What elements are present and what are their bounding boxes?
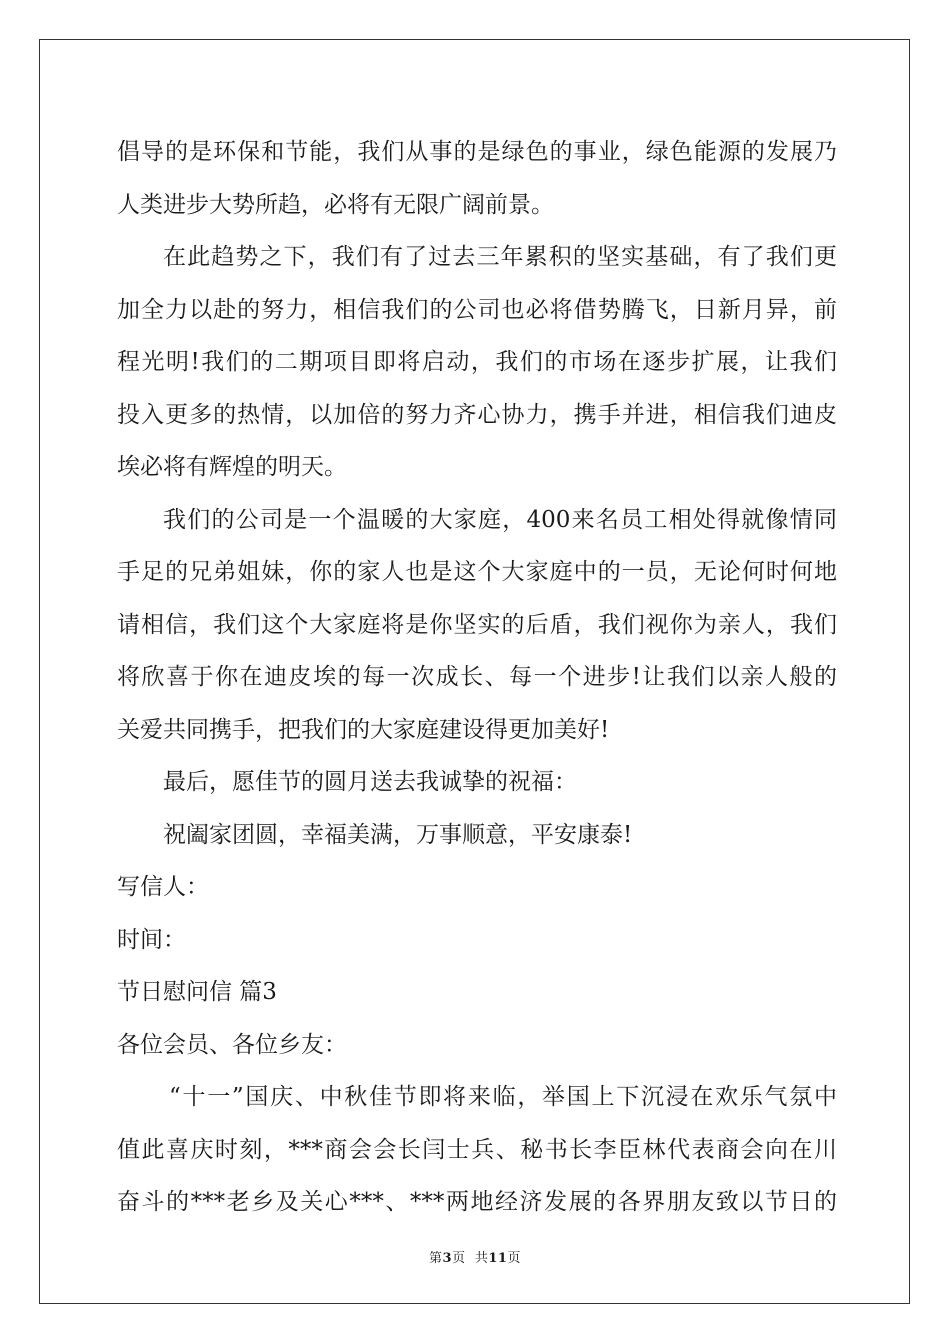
date-label: 时间： xyxy=(117,926,186,953)
section-title: 节日慰问信 篇3 xyxy=(117,979,277,1005)
paragraph-line: “十一”国庆、中秋佳节即将来临，举国上下沉浸在欢乐气氛中 xyxy=(169,1084,837,1110)
paragraph-line: 将欣喜于你在迪皮埃的每一次成长、每一个进步!让我们以亲人般的 xyxy=(117,664,837,690)
paragraph-line: 关爱共同携手，把我们的大家庭建设得更加美好! xyxy=(117,716,610,743)
paragraph-line: 在此趋势之下，我们有了过去三年累积的坚实基础，有了我们更 xyxy=(163,244,837,270)
footer-suffix: 页 xyxy=(507,1251,521,1266)
paragraph-line: 投入更多的热情，以加倍的努力齐心协力，携手并进，相信我们迪皮 xyxy=(117,401,837,428)
paragraph-line: 加全力以赴的努力，相信我们的公司也必将借势腾飞，日新月异，前 xyxy=(117,296,837,323)
paragraph-line: 手足的兄弟姐妹，你的家人也是这个大家庭中的一员，无论何时何地 xyxy=(117,559,837,585)
paragraph-line: 奋斗的***老乡及关心***、***两地经济发展的各界朋友致以节日的 xyxy=(117,1189,837,1215)
paragraph-line: 人类进步大势所趋，必将有无限广阔前景。 xyxy=(117,191,554,218)
signature-label: 写信人： xyxy=(117,874,209,900)
document-body xyxy=(117,126,837,1229)
paragraph-line: 我们的公司是一个温暖的大家庭，400来名员工相处得就像情同 xyxy=(163,506,837,533)
paragraph-line: 倡导的是环保和节能，我们从事的是绿色的事业，绿色能源的发展乃 xyxy=(117,139,837,165)
page-footer xyxy=(0,1247,950,1266)
footer-total-pages: 11 xyxy=(488,1251,508,1266)
paragraph-line: 祝阖家团圆，幸福美满，万事顺意，平安康泰! xyxy=(163,821,633,848)
paragraph-line: 埃必将有辉煌的明天。 xyxy=(117,454,347,480)
paragraph-line: 值此喜庆时刻，***商会会长闫士兵、秘书长李臣林代表商会向在川 xyxy=(117,1136,837,1163)
footer-prefix: 第 xyxy=(429,1251,443,1266)
salutation: 各位会员、各位乡友： xyxy=(117,1031,347,1058)
footer-page-number: 3 xyxy=(442,1251,453,1266)
paragraph-line: 请相信，我们这个大家庭将是你坚实的后盾，我们视你为亲人，我们 xyxy=(117,611,837,638)
footer-mid: 页 共 xyxy=(452,1251,489,1266)
paragraph-line: 最后，愿佳节的圆月送去我诚挚的祝福： xyxy=(163,769,577,795)
paragraph-line: 程光明!我们的二期项目即将启动，我们的市场在逐步扩展，让我们 xyxy=(117,349,837,375)
